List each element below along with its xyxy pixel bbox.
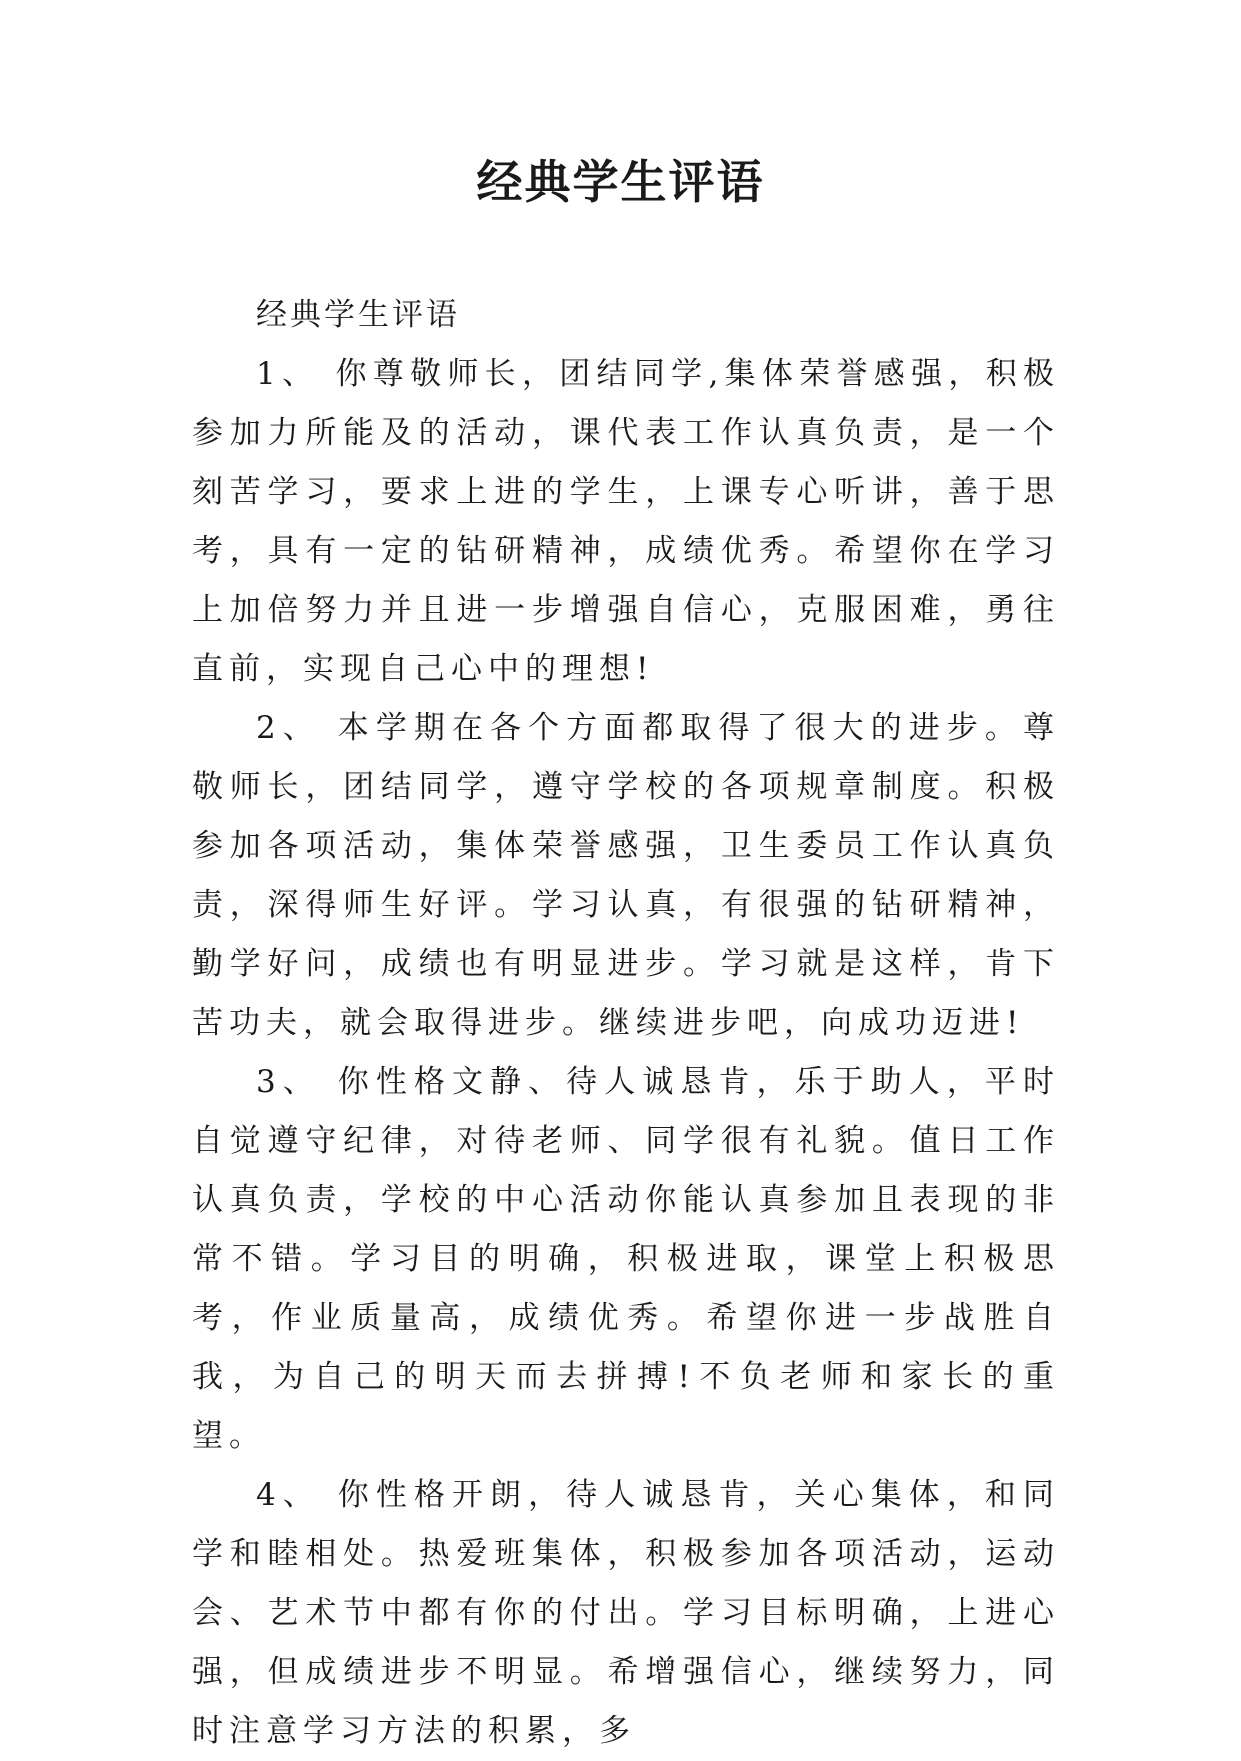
comment-paragraph-3: 3、 你性格文静、待人诚恳肯，乐于助人，平时自觉遵守纪律，对待老师、同学很有礼貌。值日工作认真负责，学校的中心活动你能认真参加且表现的非常不错。学习目的明确，积极进取，课堂上积极思考，作业质量高，成绩优秀。希望你进一步战胜自我，为自己的明天而去拼搏!不负老师和家长的重望。 [192,1064,1060,1454]
comment-paragraph-1: 1、 你尊敬师长，团结同学,集体荣誉感强，积极参加力所能及的活动，课代表工作认真负责，是一个刻苦学习，要求上进的学生，上课专心听讲，善于思考，具有一定的钻研精神，成绩优秀。希望你在学习上加倍努力并且进一步增强自信心，克服困难，勇往直前，实现自己心中的理想! [192,356,1060,687]
document-subtitle: 经典学生评语 [256,297,460,333]
comment-paragraph-2: 2、 本学期在各个方面都取得了很大的进步。尊敬师长，团结同学，遵守学校的各项规章制度。积极参加各项活动，集体荣誉感强，卫生委员工作认真负责，深得师生好评。学习认真，有很强的钻研精神，勤学好问，成绩也有明显进步。学习就是这样，肯下苦功夫，就会取得进步。继续进步吧，向成功迈进! [192,710,1060,1041]
document-body [192,286,1060,1761]
comment-paragraph-4: 4、 你性格开朗，待人诚恳肯，关心集体，和同学和睦相处。热爱班集体，积极参加各项活动，运动会、艺术节中都有你的付出。学习目标明确，上进心强，但成绩进步不明显。希增强信心，继续努力，同时注意学习方法的积累，多 [192,1477,1060,1749]
document-title: 经典学生评语 [476,155,765,209]
